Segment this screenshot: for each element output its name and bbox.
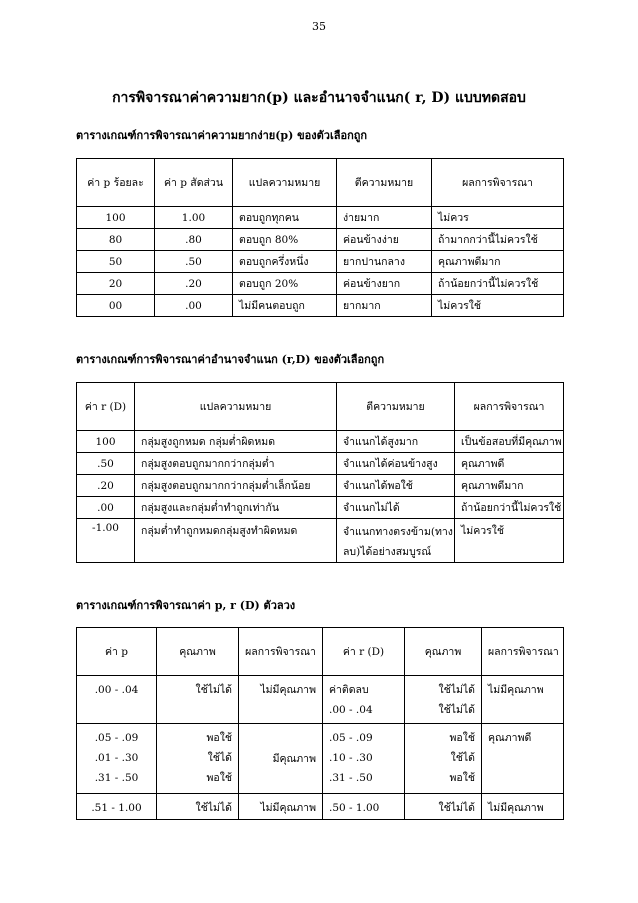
table-cell: ไม่มีคนตอบถูก	[233, 295, 337, 317]
header-cell: ผลการพิจารณา	[482, 628, 564, 676]
table-cell: ถ้าน้อยกว่านี้ไม่ควรใช้	[432, 273, 564, 295]
cell-line: พอใช้	[206, 732, 232, 744]
cell-line: ใช้ไม่ได้	[438, 684, 475, 696]
table-cell: .20	[155, 273, 233, 295]
table-cell: ตอบถูก 80%	[233, 229, 337, 251]
table-cell: ตอบถูกครึ่งหนึ่ง	[233, 251, 337, 273]
cell-line: คุณภาพดี	[488, 732, 532, 744]
table-cell: จำแนกได้สูงมาก	[337, 431, 455, 453]
table-cell: กลุ่มต่ำทำถูกหมดกลุ่มสูงทำผิดหมด	[135, 519, 337, 563]
table-cell	[323, 724, 405, 794]
cell-line: .50 - 1.00	[329, 802, 380, 814]
table-header-row	[77, 383, 564, 431]
header-cell: แปลความหมาย	[135, 383, 337, 431]
cell-line: .51 - 1.00	[91, 802, 142, 814]
header-cell: ผลการพิจารณา	[432, 159, 564, 207]
table-cell: ไม่ควรใช้	[455, 519, 564, 563]
table-row	[77, 676, 564, 724]
table2-caption: ตารางเกณฑ์การพิจารณาค่าอำนาจจำแนก (r,D) ของตัวเลือกถูก	[76, 353, 385, 366]
header-cell: ค่า p	[77, 628, 157, 676]
table-row	[77, 475, 564, 497]
table-cell: ตอบถูก 20%	[233, 273, 337, 295]
table-row	[77, 794, 564, 820]
table-cell	[482, 676, 564, 724]
cell-line: ค่าติดลบ	[329, 684, 369, 696]
cell-line: ใช้ไม่ได้	[438, 704, 475, 716]
table-cell: ค่อนข้างง่าย	[337, 229, 432, 251]
table-cell: .50	[155, 251, 233, 273]
table-cell: 100	[77, 207, 155, 229]
cell-line: ใช้ได้	[207, 752, 232, 764]
cell-line: .31 - .50	[329, 772, 373, 784]
header-cell: ผลการพิจารณา	[455, 383, 564, 431]
table-cell	[323, 794, 405, 820]
table-cell: .50	[77, 453, 135, 475]
table-cell: จำแนกไม่ได้	[337, 497, 455, 519]
table-cell: ตอบถูกทุกคน	[233, 207, 337, 229]
cell-line: ไม่มีคุณภาพ	[488, 684, 544, 696]
cell-line: ใช้ไม่ได้	[195, 684, 232, 696]
cell-line: พอใช้	[206, 772, 232, 784]
table-header-row	[77, 628, 564, 676]
cell-line: .01 - .30	[94, 752, 139, 764]
cell-line: ลบ)ได้อย่างสมบูรณ์	[343, 546, 432, 558]
table-cell: กลุ่มสูงถูกหมด กลุ่มต่ำผิดหมด	[135, 431, 337, 453]
table-cell: ไม่ควรใช้	[432, 295, 564, 317]
table-cell: จำแนกได้ค่อนข้างสูง	[337, 453, 455, 475]
table-cell	[405, 724, 482, 794]
cell-line: ใช้ไม่ได้	[438, 802, 475, 814]
header-cell: ผลการพิจารณา	[239, 628, 323, 676]
table-cell: 20	[77, 273, 155, 295]
cell-line: .31 - .50	[94, 772, 139, 784]
discrimination-table	[76, 382, 564, 563]
table-cell: 80	[77, 229, 155, 251]
cell-line: ใช้ไม่ได้	[195, 802, 232, 814]
table-cell	[239, 676, 323, 724]
cell-line: .10 - .30	[329, 752, 373, 764]
table-cell: คุณภาพดีมาก	[455, 475, 564, 497]
table-cell	[239, 794, 323, 820]
table-cell: .00	[155, 295, 233, 317]
table-row	[77, 229, 564, 251]
table-cell: .20	[77, 475, 135, 497]
table-cell: กลุ่มสูงตอบถูกมากกว่ากลุ่มต่ำ	[135, 453, 337, 475]
cell-line: ไม่มีคุณภาพ	[260, 684, 316, 696]
table-cell	[482, 794, 564, 820]
page-number: 35	[312, 20, 326, 33]
table-row	[77, 724, 564, 794]
table1-caption: ตารางเกณฑ์การพิจารณาค่าความยากง่าย(p) ของตัวเลือกถูก	[76, 129, 368, 142]
header-cell: คุณภาพ	[405, 628, 482, 676]
table-cell: ยากมาก	[337, 295, 432, 317]
table-row	[77, 251, 564, 273]
header-cell: ค่า r (D)	[77, 383, 135, 431]
table-cell: ถ้าน้อยกว่านี้ไม่ควรใช้	[455, 497, 564, 519]
table-cell: กลุ่มสูงและกลุ่มต่ำทำถูกเท่ากัน	[135, 497, 337, 519]
cell-line: ไม่มีคุณภาพ	[260, 802, 316, 814]
table-cell: จำแนกได้พอใช้	[337, 475, 455, 497]
table-cell	[482, 724, 564, 794]
cell-line: มีคุณภาพ	[272, 752, 316, 765]
table-cell	[157, 676, 239, 724]
table-cell	[157, 724, 239, 794]
table-cell: คุณภาพดี	[455, 453, 564, 475]
table-cell: .80	[155, 229, 233, 251]
table-row	[77, 519, 564, 563]
table-cell	[323, 676, 405, 724]
table-row	[77, 273, 564, 295]
table-row	[77, 295, 564, 317]
header-cell: แปลความหมาย	[233, 159, 337, 207]
table-cell	[239, 724, 323, 794]
difficulty-table	[76, 158, 564, 317]
table3-caption: ตารางเกณฑ์การพิจารณาค่า p, r (D) ตัวลวง	[76, 599, 296, 612]
distractor-table	[76, 627, 564, 820]
cell-line: .05 - .09	[329, 732, 373, 744]
header-cell: คุณภาพ	[157, 628, 239, 676]
page-title: การพิจารณาค่าความยาก(p) และอำนาจจำแนก( r, D) แบบทดสอบ	[112, 90, 526, 106]
header-cell: ค่า r (D)	[323, 628, 405, 676]
table-cell: 00	[77, 295, 155, 317]
table-cell: .00	[77, 497, 135, 519]
table-cell: 100	[77, 431, 135, 453]
table-header-row	[77, 159, 564, 207]
cell-line: .00 - .04	[94, 684, 139, 696]
table-cell: กลุ่มสูงตอบถูกมากกว่ากลุ่มต่ำเล็กน้อย	[135, 475, 337, 497]
header-cell: ตีความหมาย	[337, 383, 455, 431]
table-cell	[77, 676, 157, 724]
table-cell: 50	[77, 251, 155, 273]
header-cell: ค่า p ร้อยละ	[77, 159, 155, 207]
table-cell	[337, 519, 455, 563]
cell-line: .05 - .09	[94, 732, 139, 744]
table-row	[77, 207, 564, 229]
table-cell	[405, 676, 482, 724]
table-row	[77, 431, 564, 453]
table-cell: คุณภาพดีมาก	[432, 251, 564, 273]
table-cell	[77, 724, 157, 794]
cell-line: ใช้ได้	[450, 752, 475, 764]
table-cell	[157, 794, 239, 820]
header-cell: ค่า p สัดส่วน	[155, 159, 233, 207]
table-cell: เป็นข้อสอบที่มีคุณภาพ	[455, 431, 564, 453]
table-cell: ยากปานกลาง	[337, 251, 432, 273]
cell-line: พอใช้	[449, 732, 475, 744]
table-cell: -1.00	[77, 519, 135, 563]
table-cell: ไม่ควร	[432, 207, 564, 229]
cell-line: พอใช้	[449, 772, 475, 784]
table-cell	[77, 794, 157, 820]
table-row	[77, 453, 564, 475]
table-cell: 1.00	[155, 207, 233, 229]
header-cell: ตีความหมาย	[337, 159, 432, 207]
cell-line: จำแนกทางตรงข้าม(ทาง	[343, 526, 453, 538]
table-cell: ง่ายมาก	[337, 207, 432, 229]
table-cell: ค่อนข้างยาก	[337, 273, 432, 295]
cell-line: ไม่มีคุณภาพ	[488, 802, 544, 814]
table-row	[77, 497, 564, 519]
cell-line: .00 - .04	[329, 704, 373, 716]
table-cell	[405, 794, 482, 820]
table-cell: ถ้ามากกว่านี้ไม่ควรใช้	[432, 229, 564, 251]
